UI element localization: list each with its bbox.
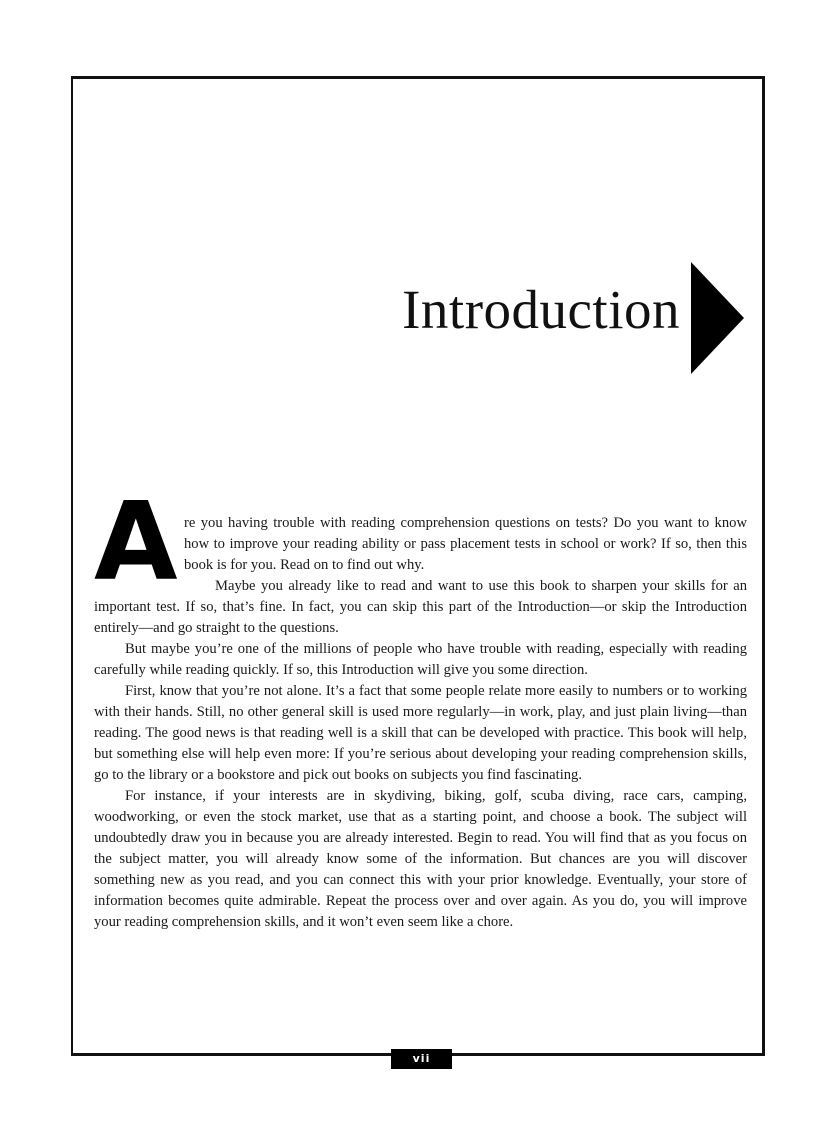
arrow-right-icon [691, 262, 744, 374]
paragraph-2: Maybe you already like to read and want to use this book to sharpen your skills for an important test. If so, that’s fine. In fact, you can skip this part of the Introduction—or skip the Introduction entirely—and go straight to the questions. [94, 578, 747, 636]
paragraph-4: First, know that you’re not alone. It’s a fact that some people relate more easily to numbers or to working with their hands. Still, no other general skill is used more regularly—in work, play, and just plain living—than reading. The good news is that reading well is a skill that can be developed with practice. This book will help, but something else will help even more: If you’re serious about developing your reading comprehension skills, go to the library or a bookstore and pick out books on subjects you find fascinating. [94, 683, 747, 783]
paragraph-1 [94, 480, 747, 605]
paragraph-1-text: re you having trouble with reading comprehension questions on tests? Do you want to know how to improve your reading ability or pass placement tests in school or work? If so, then this book is for you. Read on to find out why. [184, 515, 747, 573]
page-title: Introduction [402, 279, 680, 340]
paragraph-3: But maybe you’re one of the millions of people who have trouble with reading, especially with reading carefully while reading quickly. If so, this Introduction will give you some direction. [94, 641, 747, 678]
introduction-body [94, 480, 747, 933]
page-number: vii [391, 1049, 452, 1069]
paragraph-5: For instance, if your interests are in skydiving, biking, golf, scuba diving, race cars, camping, woodworking, or even the stock market, use that as a starting point, and choose a book. The subject will undoubtedly draw you in because you are already interested. Begin to read. You will find that as you focus on the subject matter, you will already know some of the information. But chances are you will discover something new as you read, and you can connect this with your prior knowledge. Eventually, your store of information becomes quite admirable. Repeat the process over and over again. As you do, you will improve your reading comprehension skills, and it won’t even seem like a chore. [94, 788, 747, 930]
drop-cap-letter: A [94, 480, 178, 605]
